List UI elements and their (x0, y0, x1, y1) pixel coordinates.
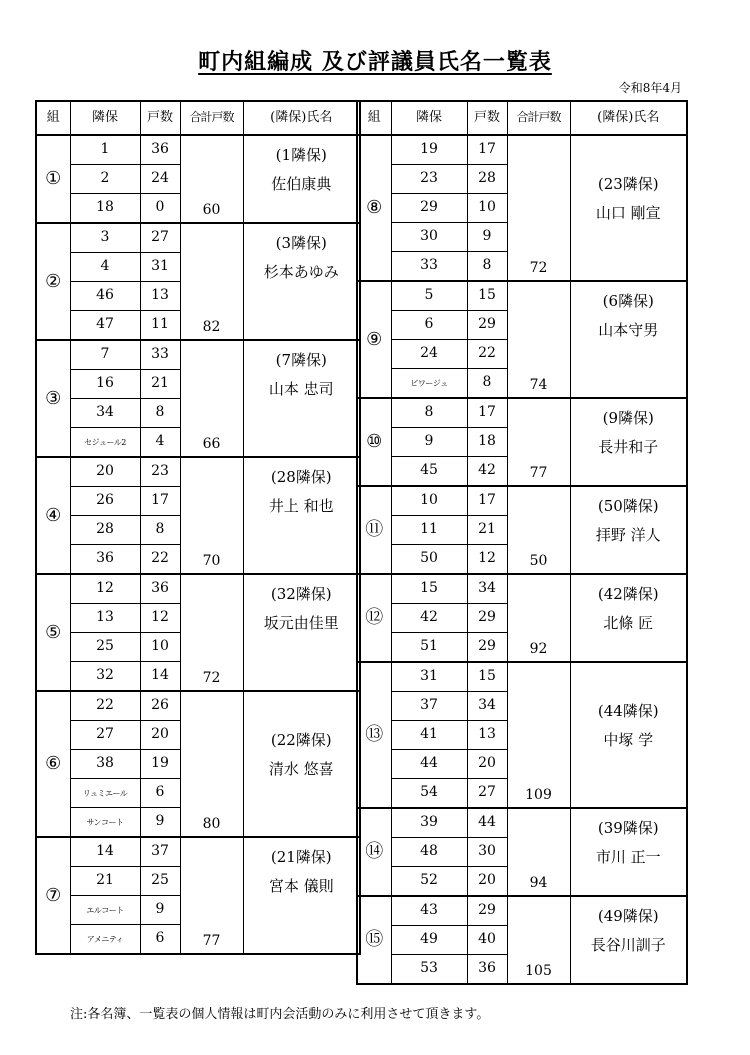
rinpo-value: 31 (420, 668, 438, 685)
rinpo-value: 39 (420, 814, 438, 831)
councilor-cell (570, 574, 687, 662)
rinpo-value: 44 (420, 755, 438, 772)
kosu-cell: 27 (140, 223, 180, 253)
kumi-number: ⑩ (357, 398, 391, 486)
rinpo-value: 18 (96, 199, 114, 216)
councilor-cell (570, 281, 687, 398)
total-households: 105 (507, 896, 570, 984)
kosu-cell: 17 (140, 487, 180, 516)
rinpo-cell (391, 135, 467, 165)
rinpo-cell (70, 223, 140, 253)
rinpo-cell (70, 779, 140, 808)
councilor-name: 杉本あゆみ (263, 263, 339, 281)
rinpo-cell (70, 370, 140, 399)
rinpo-cell (70, 633, 140, 662)
rinpo-cell (391, 340, 467, 369)
kosu-cell: 8 (467, 252, 507, 282)
councilor-name: 長井和子 (598, 438, 659, 456)
kumi-number: ⑭ (357, 808, 391, 896)
kosu-cell: 29 (467, 633, 507, 663)
rinpo-value: 4 (100, 258, 110, 275)
kosu-cell: 28 (467, 165, 507, 194)
rinpo-value: エルコート (86, 906, 124, 916)
kumi-number: ④ (36, 457, 70, 574)
rinpo-cell (70, 340, 140, 370)
total-households: 70 (180, 457, 243, 574)
kosu-cell: 17 (467, 135, 507, 165)
kosu-cell: 36 (140, 574, 180, 604)
councilor-name: 長谷川訓子 (590, 936, 666, 954)
councilor-name: 拝野 洋人 (595, 526, 661, 544)
table-row (36, 691, 360, 721)
councilor-cell (243, 691, 360, 837)
kumi-number: ⑫ (357, 574, 391, 662)
kosu-cell: 36 (467, 955, 507, 985)
councilor-rinpo-label: (42隣保) (597, 585, 659, 603)
rinpo-cell (391, 428, 467, 457)
kosu-cell: 20 (467, 867, 507, 897)
councilor-cell (570, 135, 687, 281)
councilor-rinpo-label: (21隣保) (270, 848, 332, 866)
councilor-cell (570, 398, 687, 486)
rinpo-cell (391, 574, 467, 604)
councilor-name: 佐伯康典 (271, 175, 332, 193)
councilor-rinpo-label: (50隣保) (597, 497, 659, 515)
rinpo-cell (391, 896, 467, 926)
rinpo-value: 16 (96, 375, 114, 392)
councilor-rinpo-label: (9隣保) (602, 409, 654, 427)
kosu-cell: 37 (140, 837, 180, 867)
rinpo-value: 14 (96, 843, 114, 860)
spacer (571, 141, 687, 170)
rinpo-cell (70, 662, 140, 692)
rinpo-cell (70, 457, 140, 487)
rinpo-value: 20 (96, 463, 114, 480)
table-row (357, 896, 687, 926)
rinpo-value: 53 (420, 960, 438, 977)
rinpo-value: ビワージュ (410, 379, 448, 389)
kumi-number: ⑪ (357, 486, 391, 574)
kosu-cell: 6 (140, 779, 180, 808)
councilor-name: 坂元由佳里 (263, 614, 339, 632)
rinpo-cell (391, 692, 467, 721)
kosu-cell: 17 (467, 398, 507, 428)
footnote: 注:各名簿、一覧表の個人情報は町内会活動のみに利用させて頂きます。 (70, 1007, 490, 1022)
kosu-cell: 20 (467, 750, 507, 779)
rinpo-value: 38 (96, 755, 114, 772)
kumi-number: ⑥ (36, 691, 70, 837)
rinpo-value: 5 (424, 287, 434, 304)
rinpo-cell (391, 838, 467, 867)
table-header-row (36, 101, 360, 135)
rinpo-value: 29 (420, 199, 438, 216)
spacer (571, 668, 687, 697)
rinpo-value: リュミエール (82, 789, 128, 799)
header-name: (隣保)氏名 (243, 101, 360, 135)
councilor-cell (243, 837, 360, 954)
kosu-cell: 21 (140, 370, 180, 399)
table-row (36, 135, 360, 165)
table-row (36, 574, 360, 604)
table-header-row (357, 101, 687, 135)
rinpo-cell (70, 604, 140, 633)
rinpo-value: 36 (96, 550, 114, 567)
councilor-rinpo-label: (23隣保) (597, 175, 659, 193)
rinpo-value: 51 (420, 638, 438, 655)
rinpo-value: 52 (420, 872, 438, 889)
rinpo-cell (70, 750, 140, 779)
kosu-cell: 8 (140, 399, 180, 428)
kosu-cell: 9 (140, 808, 180, 838)
rinpo-value: 3 (100, 229, 110, 246)
rinpo-value: 50 (420, 550, 438, 567)
rinpo-cell (391, 721, 467, 750)
rinpo-cell (391, 398, 467, 428)
councilor-cell (243, 223, 360, 340)
roster-table-left (35, 100, 361, 955)
kosu-cell: 33 (140, 340, 180, 370)
total-households: 92 (507, 574, 570, 662)
councilor-name: 山本 忠司 (268, 380, 334, 398)
rinpo-cell (391, 457, 467, 487)
councilor-name: 山口 剛宣 (595, 204, 661, 222)
kosu-cell: 19 (140, 750, 180, 779)
rinpo-value: 28 (96, 521, 114, 538)
rinpo-value: 15 (420, 580, 438, 597)
rinpo-cell (391, 516, 467, 545)
rinpo-cell (70, 311, 140, 341)
table-row (357, 662, 687, 692)
councilor-rinpo-label: (39隣保) (597, 819, 659, 837)
rinpo-cell (70, 135, 140, 165)
kosu-cell: 21 (467, 516, 507, 545)
rinpo-cell (70, 165, 140, 194)
councilor-name: 清水 悠喜 (268, 760, 334, 778)
kosu-cell: 20 (140, 721, 180, 750)
total-households: 82 (180, 223, 243, 340)
header-kosu: 戸数 (467, 101, 507, 135)
rinpo-value: 26 (96, 492, 114, 509)
total-households: 60 (180, 135, 243, 223)
rinpo-cell (391, 223, 467, 252)
table-row (357, 808, 687, 838)
kosu-cell: 9 (467, 223, 507, 252)
kosu-cell: 31 (140, 253, 180, 282)
kosu-cell: 42 (467, 457, 507, 487)
kumi-number: ⑨ (357, 281, 391, 398)
rinpo-cell (391, 867, 467, 897)
councilor-name: 山本守男 (598, 321, 659, 339)
roster-table-right (356, 100, 688, 985)
kumi-number: ⑮ (357, 896, 391, 984)
rinpo-value: 24 (420, 345, 438, 362)
header-kosu: 戸数 (140, 101, 180, 135)
rinpo-cell (70, 808, 140, 838)
councilor-cell (243, 574, 360, 691)
kosu-cell: 29 (467, 311, 507, 340)
total-households: 72 (507, 135, 570, 281)
councilor-rinpo-label: (32隣保) (270, 585, 332, 603)
kosu-cell: 8 (467, 369, 507, 399)
rinpo-value: 9 (424, 433, 434, 450)
rinpo-value: 13 (96, 609, 114, 626)
table-row (357, 135, 687, 165)
kosu-cell: 15 (467, 662, 507, 692)
rinpo-value: 43 (420, 902, 438, 919)
rinpo-cell (391, 779, 467, 809)
rinpo-value: 7 (100, 346, 110, 363)
rinpo-cell (391, 545, 467, 575)
councilor-cell (243, 135, 360, 223)
kosu-cell: 13 (140, 282, 180, 311)
kosu-cell: 13 (467, 721, 507, 750)
table-row (357, 281, 687, 311)
rinpo-cell (391, 750, 467, 779)
rinpo-cell (391, 955, 467, 985)
header-total: 合計戸数 (507, 101, 570, 135)
rinpo-cell (70, 487, 140, 516)
kosu-cell: 12 (140, 604, 180, 633)
councilor-cell (570, 486, 687, 574)
councilor-name: 宮本 儀則 (268, 877, 334, 895)
kosu-cell: 29 (467, 604, 507, 633)
total-households: 50 (507, 486, 570, 574)
rinpo-value: 2 (100, 170, 110, 187)
header-name: (隣保)氏名 (570, 101, 687, 135)
rinpo-cell (70, 925, 140, 955)
rinpo-value: 41 (420, 726, 438, 743)
kosu-cell: 34 (467, 574, 507, 604)
rinpo-cell (70, 194, 140, 224)
kosu-cell: 22 (140, 545, 180, 575)
councilor-name: 北條 匠 (603, 614, 654, 632)
rinpo-value: 54 (420, 784, 438, 801)
total-households: 72 (180, 574, 243, 691)
councilor-rinpo-label: (28隣保) (270, 468, 332, 486)
councilor-cell (570, 808, 687, 896)
rinpo-cell (70, 516, 140, 545)
kosu-cell: 22 (467, 340, 507, 369)
rinpo-cell (70, 428, 140, 458)
councilor-rinpo-label: (7隣保) (275, 351, 327, 369)
councilor-cell (570, 662, 687, 808)
kosu-cell: 23 (140, 457, 180, 487)
kosu-cell: 15 (467, 281, 507, 311)
kumi-number: ⑤ (36, 574, 70, 691)
councilor-name: 中塚 学 (603, 731, 654, 749)
rinpo-value: 33 (420, 257, 438, 274)
kosu-cell: 29 (467, 896, 507, 926)
total-households: 66 (180, 340, 243, 457)
rinpo-cell (391, 252, 467, 282)
kosu-cell: 34 (467, 692, 507, 721)
kosu-cell: 26 (140, 691, 180, 721)
total-households: 109 (507, 662, 570, 808)
rinpo-cell (70, 691, 140, 721)
kosu-cell: 10 (140, 633, 180, 662)
kosu-cell: 6 (140, 925, 180, 955)
table-row (36, 340, 360, 370)
kumi-number: ③ (36, 340, 70, 457)
kosu-cell: 10 (467, 194, 507, 223)
rinpo-cell (391, 604, 467, 633)
kosu-cell: 24 (140, 165, 180, 194)
rinpo-value: 12 (96, 580, 114, 597)
kosu-cell: 14 (140, 662, 180, 692)
table-row (357, 398, 687, 428)
kosu-cell: 8 (140, 516, 180, 545)
councilor-rinpo-label: (1隣保) (275, 146, 327, 164)
table-row (36, 837, 360, 867)
rinpo-value: 49 (420, 931, 438, 948)
total-households: 74 (507, 281, 570, 398)
rinpo-value: 42 (420, 609, 438, 626)
councilor-cell (243, 457, 360, 574)
councilor-cell (570, 896, 687, 984)
rinpo-cell (391, 633, 467, 663)
kumi-number: ② (36, 223, 70, 340)
rinpo-value: 48 (420, 843, 438, 860)
councilor-rinpo-label: (49隣保) (597, 907, 659, 925)
rinpo-value: アメニティ (86, 935, 124, 945)
kosu-cell: 36 (140, 135, 180, 165)
rinpo-value: 46 (96, 287, 114, 304)
header-total: 合計戸数 (180, 101, 243, 135)
kosu-cell: 25 (140, 867, 180, 896)
councilor-name: 市川 正一 (595, 848, 661, 866)
header-kumi: 組 (36, 101, 70, 135)
rinpo-value: サンコート (86, 818, 124, 828)
kosu-cell: 44 (467, 808, 507, 838)
rinpo-value: セジュール2 (84, 438, 126, 448)
kosu-cell: 9 (140, 896, 180, 925)
rinpo-cell (391, 486, 467, 516)
rinpo-cell (70, 253, 140, 282)
rinpo-cell (391, 165, 467, 194)
kosu-cell: 11 (140, 311, 180, 341)
total-households: 77 (180, 837, 243, 954)
rinpo-cell (70, 896, 140, 925)
rinpo-cell (70, 282, 140, 311)
rinpo-cell (70, 574, 140, 604)
rinpo-value: 19 (420, 141, 438, 158)
rinpo-value: 37 (420, 697, 438, 714)
rinpo-value: 1 (100, 141, 110, 158)
rinpo-cell (391, 369, 467, 399)
rinpo-cell (70, 399, 140, 428)
table-row (36, 457, 360, 487)
total-households: 94 (507, 808, 570, 896)
rinpo-cell (70, 837, 140, 867)
rinpo-cell (391, 281, 467, 311)
table-row (36, 223, 360, 253)
kosu-cell: 18 (467, 428, 507, 457)
rinpo-value: 22 (96, 697, 114, 714)
rinpo-cell (391, 194, 467, 223)
kosu-cell: 40 (467, 926, 507, 955)
rinpo-cell (391, 926, 467, 955)
rinpo-value: 45 (420, 462, 438, 479)
kumi-number: ⑧ (357, 135, 391, 281)
document-title: 町内組編成 及び評議員氏名一覧表 (198, 49, 552, 75)
kumi-number: ① (36, 135, 70, 223)
rinpo-value: 21 (96, 872, 114, 889)
rinpo-value: 27 (96, 726, 114, 743)
rinpo-value: 11 (420, 521, 438, 538)
kosu-cell: 4 (140, 428, 180, 458)
councilor-rinpo-label: (44隣保) (597, 702, 659, 720)
rinpo-cell (70, 867, 140, 896)
kosu-cell: 12 (467, 545, 507, 575)
header-kumi: 組 (357, 101, 391, 135)
rinpo-value: 32 (96, 667, 114, 684)
spacer (244, 697, 360, 726)
rinpo-value: 34 (96, 404, 114, 421)
councilor-rinpo-label: (3隣保) (275, 234, 327, 252)
rinpo-cell (391, 311, 467, 340)
kumi-number: ⑦ (36, 837, 70, 954)
rinpo-cell (391, 662, 467, 692)
issue-date: 令和8年4月 (618, 81, 682, 95)
rinpo-value: 30 (420, 228, 438, 245)
rinpo-value: 8 (424, 404, 434, 421)
total-households: 77 (507, 398, 570, 486)
header-rinpo: 隣保 (391, 101, 467, 135)
rinpo-value: 23 (420, 170, 438, 187)
councilor-cell (243, 340, 360, 457)
councilor-rinpo-label: (22隣保) (270, 731, 332, 749)
total-households: 80 (180, 691, 243, 837)
rinpo-cell (391, 808, 467, 838)
table-row (357, 486, 687, 516)
rinpo-value: 25 (96, 638, 114, 655)
table-row (357, 574, 687, 604)
rinpo-value: 6 (424, 316, 434, 333)
councilor-rinpo-label: (6隣保) (602, 292, 654, 310)
rinpo-cell (70, 545, 140, 575)
rinpo-value: 47 (96, 316, 114, 333)
kosu-cell: 17 (467, 486, 507, 516)
header-rinpo: 隣保 (70, 101, 140, 135)
councilor-name: 井上 和也 (268, 497, 334, 515)
rinpo-value: 10 (420, 492, 438, 509)
rinpo-cell (70, 721, 140, 750)
kosu-cell: 0 (140, 194, 180, 224)
kosu-cell: 27 (467, 779, 507, 809)
kumi-number: ⑬ (357, 662, 391, 808)
kosu-cell: 30 (467, 838, 507, 867)
